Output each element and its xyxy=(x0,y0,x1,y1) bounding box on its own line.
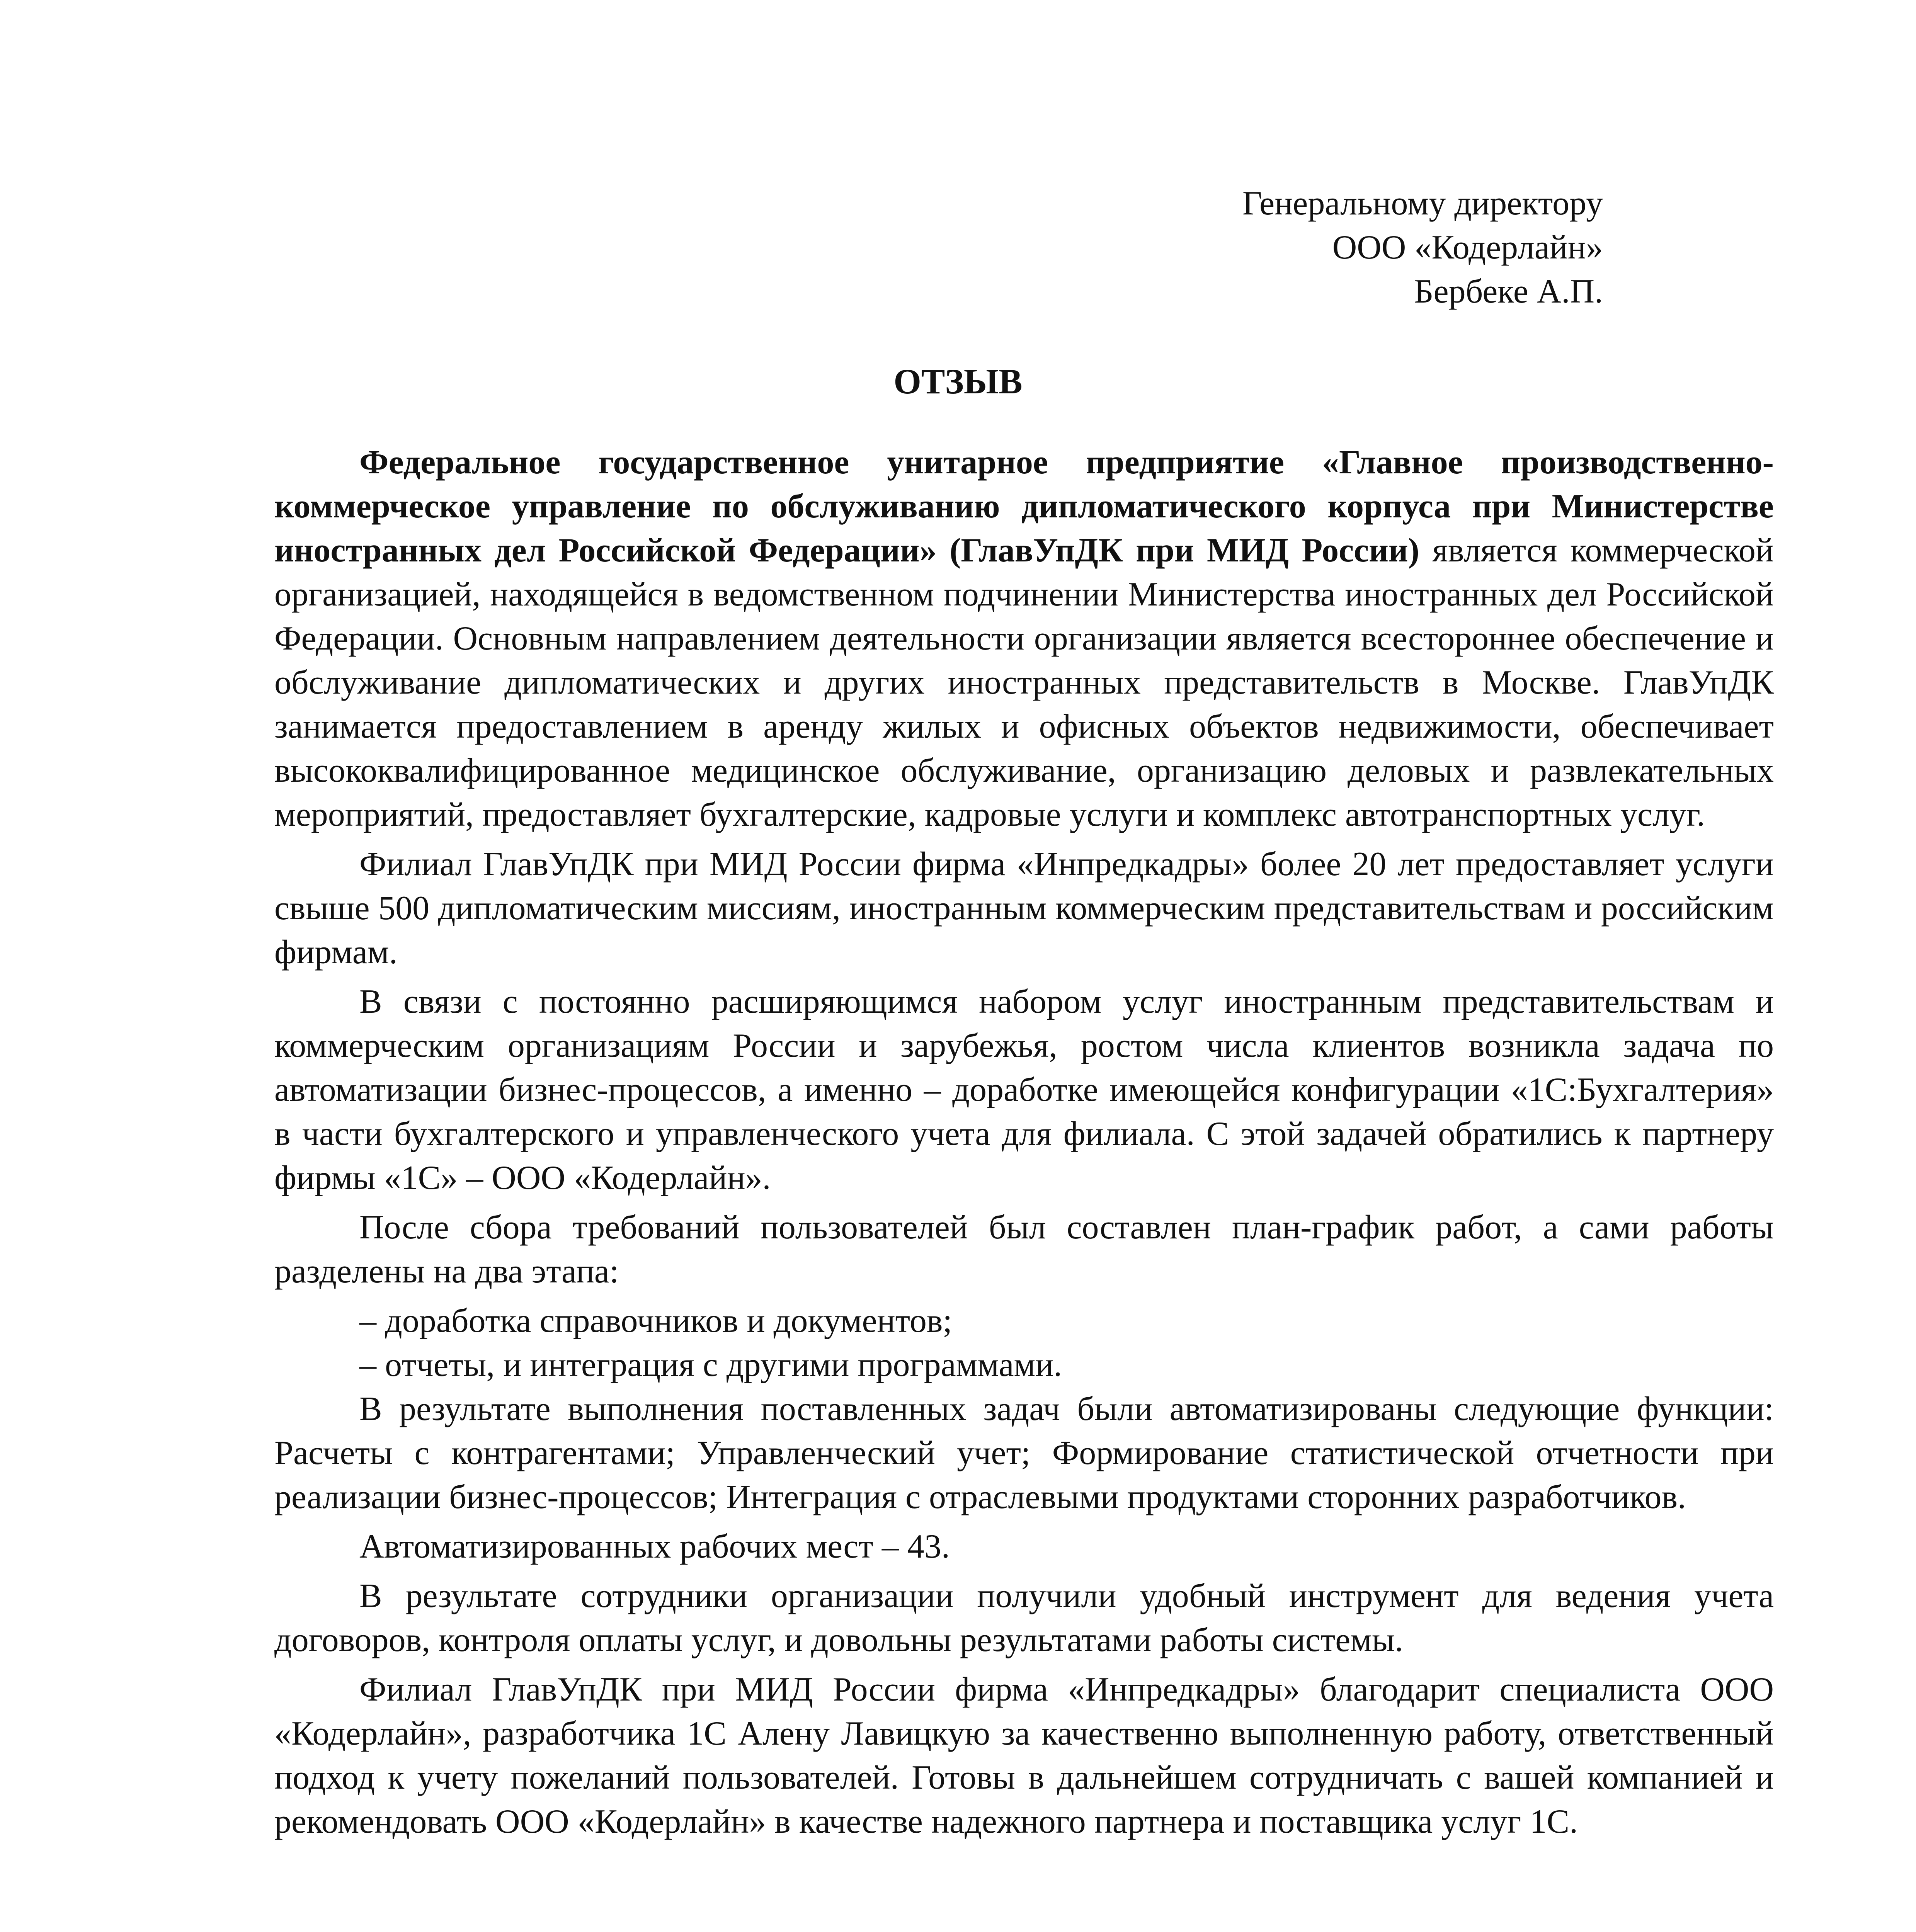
letter-body xyxy=(274,440,1774,1849)
addressee-position: Генеральному директору xyxy=(1242,185,1603,222)
paragraph-task: В связи с постоянно расширяющимся набором услуг иностранным представительствам и коммерческим организациям России и зарубежья, ростом числа клиентов возникла задача по автоматизации бизнес-процессов, а именно – доработке имеющейся конфигурации «1С:Бухгалтерия» в части бухгалтерского и управленческого учета для филиала. С этой задачей обратились к партнеру фирмы «1С» – ООО «Кодерлайн». xyxy=(274,983,1774,1197)
paragraph-stages: После сбора требований пользователей был составлен план-график работ, а сами работы разделены на два этапа: xyxy=(274,1209,1774,1290)
addressee-company: ООО «Кодерлайн» xyxy=(1332,229,1603,266)
list-item-stage-2: – отчеты, и интеграция с другими программами. xyxy=(359,1346,1062,1384)
paragraph-branch: Филиал ГлавУпДК при МИД России фирма «Инпредкадры» более 20 лет предоставляет услуги свыше 500 дипломатическим миссиям, иностранным коммерческим представительствам и российским фирмам. xyxy=(274,845,1774,971)
paragraph-outcome: В результате сотрудники организации получили удобный инструмент для ведения учета договоров, контроля оплаты услуг, и довольны результатами работы системы. xyxy=(274,1577,1774,1659)
organization-name: Федеральное государственное унитарное предприятие «Главное производственно-коммерческое управление по обслуживанию дипломатического корпуса при Министерстве иностранных дел Российской Федерации» (ГлавУпДК при МИД России) xyxy=(274,444,1774,569)
addressee-name: Бербеке А.П. xyxy=(1414,273,1603,310)
paragraph-intro xyxy=(274,440,1774,837)
paragraph-results: В результате выполнения поставленных задач были автоматизированы следующие функции: Расчеты с контрагентами; Управленческий учет; Формирование статистической отчетности при реализации бизнес-процессов; Интеграция с отраслевыми продуктами сторонних разработчиков. xyxy=(274,1390,1774,1516)
paragraph-workstations: Автоматизированных рабочих мест – 43. xyxy=(359,1528,950,1565)
paragraph-gratitude: Филиал ГлавУпДК при МИД России фирма «Инпредкадры» благодарит специалиста ООО «Кодерлайн», разработчика 1С Алену Лавицкую за качественно выполненную работу, ответственный подход к учету пожеланий пользователей. Готовы в дальнейшем сотрудничать с вашей компанией и рекомендовать ООО «Кодерлайн» в качестве надежного партнера и поставщика услуг 1С. xyxy=(274,1671,1774,1840)
paragraph-intro-text: является коммерческой организацией, находящейся в ведомственном подчинении Министерства иностранных дел Российской Федерации. Основным направлением деятельности организации является всестороннее обеспечение и обслуживание дипломатических и других иностранных представительств в Москве. ГлавУпДК занимается предоставлением в аренду жилых и офисных объектов недвижимости, обеспечивает высококвалифицированное медицинское обслуживание, организацию деловых и развлекательных мероприятий, предоставляет бухгалтерские, кадровые услуги и комплекс автотранспортных услуг. xyxy=(274,532,1774,833)
list-item-stage-1: – доработка справочников и документов; xyxy=(359,1302,952,1340)
document-title: ОТЗЫВ xyxy=(893,362,1023,401)
addressee-block xyxy=(907,182,1603,314)
